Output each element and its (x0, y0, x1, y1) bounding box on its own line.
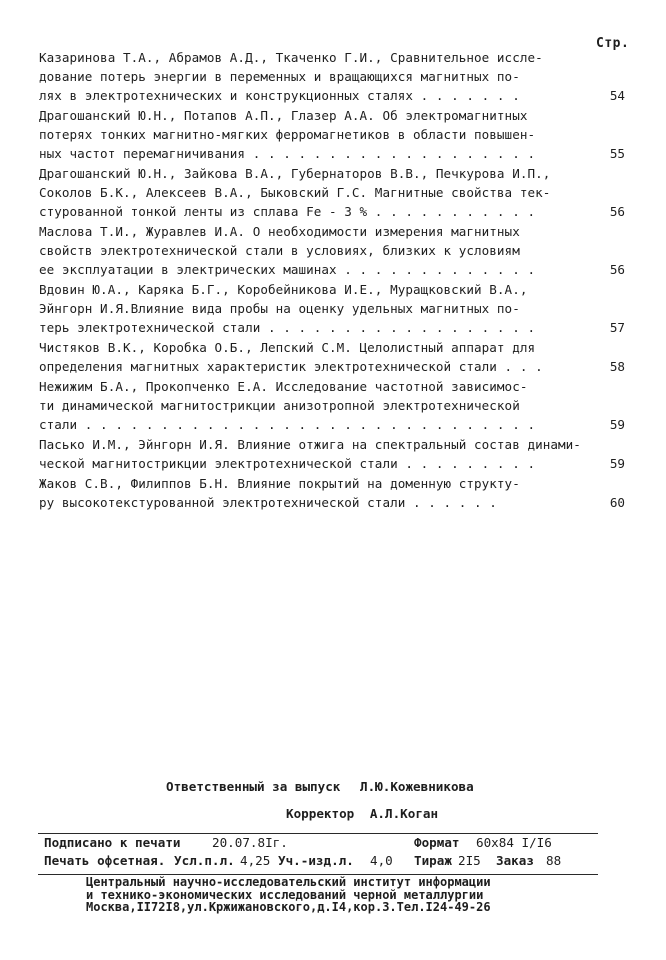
toc-entry (39, 474, 631, 512)
corrector-name: А.Л.Коган (369, 806, 439, 821)
toc-entry (39, 280, 631, 337)
toc-entry-line: терь электротехнической стали . . . . . . . . . . . . . . . . . . (39, 320, 536, 335)
signed-label: Подписано к печати (44, 835, 181, 850)
toc-entry-line: Пасько И.М., Эйнгорн И.Я. Влияние отжига на спектральный состав динами- (39, 437, 581, 452)
toc-entry-line: Жаков С.В., Филиппов Б.Н. Влияние покрытий на доменную структу- (39, 476, 520, 491)
toc-entry (39, 222, 631, 279)
responsible-label: Ответственный за выпуск (166, 779, 341, 794)
corrector-label: Корректор (286, 806, 355, 821)
toc-entry (39, 164, 631, 221)
publisher-block (86, 876, 491, 914)
toc-entry-line: потерях тонких магнитно-мягких ферромагнетиков в области повышен- (39, 127, 536, 142)
toc-page-number: 56 (609, 262, 625, 277)
tirazh-value: 2I5 (458, 853, 481, 868)
page-column-header: Стр. (596, 36, 630, 51)
signed-date: 20.07.8Iг. (212, 835, 288, 850)
toc-page-number: 56 (609, 204, 625, 219)
responsible-editor (166, 779, 474, 794)
imprint-top-rule (38, 833, 598, 834)
toc-page-number: 60 (609, 495, 625, 510)
toc-entry-line: определения магнитных характеристик электротехнической стали . . . (39, 359, 543, 374)
toc-entry (39, 435, 631, 473)
toc-entry-line: ру высокотекстурованной электротехнической стали . . . . . . (39, 495, 497, 510)
toc-entry (39, 377, 631, 434)
print-label: Печать офсетная. (44, 853, 166, 868)
toc-entry-line: стурованной тонкой ленты из сплава Fe - 3 % . . . . . . . . . . . (39, 204, 536, 219)
uch-label: Уч.-изд.л. (278, 853, 354, 868)
toc-entry-line: Драгошанский Ю.Н., Зайкова В.А., Губернаторов В.В., Печкурова И.П., (39, 166, 551, 181)
toc-entry (39, 338, 631, 376)
toc-entry-line: Соколов Б.К., Алексеев В.А., Быковский Г.С. Магнитные свойства тек- (39, 185, 551, 200)
publisher-line: Центральный научно-исследовательский институт информации (86, 875, 491, 889)
toc-entry (39, 106, 631, 163)
toc-entry-line: дование потерь энергии в переменных и вращающихся магнитных по- (39, 69, 520, 84)
tirazh-label: Тираж (414, 853, 452, 868)
toc-entry-line: ческой магнитострикции электротехнической стали . . . . . . . . . (39, 456, 536, 471)
imprint-row-print (44, 853, 596, 871)
toc-page-number: 57 (609, 320, 625, 335)
toc-entry-line: лях в электротехнических и конструкционных сталях . . . . . . . (39, 88, 520, 103)
uch-value: 4,0 (370, 853, 393, 868)
format-label: Формат (414, 835, 460, 850)
usl-value: 4,25 (240, 853, 271, 868)
toc-entry-line: Эйнгорн И.Я.Влияние вида пробы на оценку удельных магнитных по- (39, 301, 520, 316)
toc-entry-line: ных частот перемагничивания . . . . . . . . . . . . . . . . . . . (39, 146, 536, 161)
imprint-row-signed (44, 835, 596, 853)
toc-entry-line: Вдовин Ю.А., Карякa Б.Г., Коробейникова И.Е., Муращковский В.А., (39, 282, 528, 297)
publisher-line: Москва,II72I8,ул.Кржижановского,д.I4,кор.3.Тел.I24-49-26 (86, 900, 491, 914)
table-of-contents (39, 48, 631, 513)
toc-page-number: 58 (609, 359, 625, 374)
toc-page-number: 59 (609, 456, 625, 471)
toc-entry-line: Нежижим Б.А., Прокопченко Е.А. Исследование частотной зависимос- (39, 379, 528, 394)
format-value: 60x84 I/I6 (476, 835, 552, 850)
toc-entry (39, 48, 631, 105)
toc-entry-line: Казаринова Т.А., Абрамов А.Д., Ткаченко Г.И., Сравнительное иссле- (39, 50, 543, 65)
publisher-line: и технико-экономических исследований черной металлургии (86, 887, 484, 902)
toc-page-number: 59 (609, 417, 625, 432)
toc-entry-line: ее эксплуатации в электрических машинах . . . . . . . . . . . . . (39, 262, 536, 277)
order-value: 88 (546, 853, 562, 868)
toc-entry-line: ти динамической магнитострикции анизотропной электротехнической (39, 398, 520, 413)
toc-entry-line: Маслова Т.И., Журавлев И.А. О необходимости измерения магнитных (39, 224, 520, 239)
responsible-name: Л.Ю.Кожевникова (359, 779, 474, 794)
toc-entry-line: свойств электротехнической стали в условиях, близких к условиям (39, 243, 520, 258)
toc-entry-line: Драгошанский Ю.Н., Потапов А.П., Глазер А.А. Об электромагнитных (39, 108, 528, 123)
toc-page-number: 55 (609, 146, 625, 161)
toc-entry-line: стали . . . . . . . . . . . . . . . . . . . . . . . . . . . . . . (39, 417, 536, 432)
corrector (286, 806, 438, 821)
order-label: Заказ (496, 853, 534, 868)
usl-label: Усл.п.л. (174, 853, 235, 868)
toc-entry-line: Чистяков В.К., Коробка О.Б., Лепский С.М. Целолистный аппарат для (39, 340, 536, 355)
toc-page-number: 54 (609, 88, 625, 103)
